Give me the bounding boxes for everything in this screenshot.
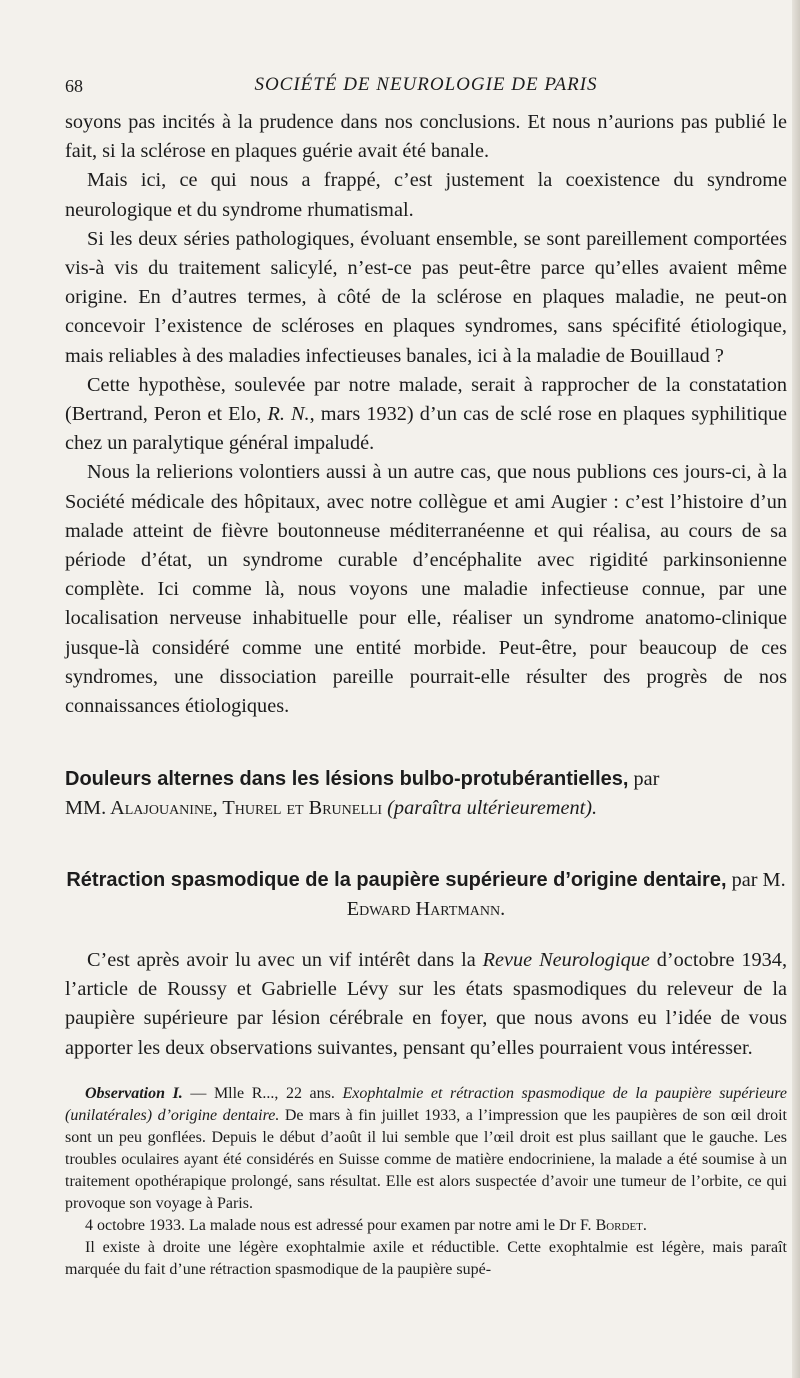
journal-name: Revue Neurologique [482,949,650,972]
paragraph [65,1083,787,1215]
text-span: C’est après avoir lu avec un vif intérêt dans la [87,949,483,972]
text-span: d’octobre 1934, l’article de Roussy et Gabrielle Lévy sur les états spasmodiques du releveur de la paupière supérieure par lésion cérébrale en foyer, que nous avons eu l’idée de vous apporter les deux observations suivantes, pensant qu’elles pourraient vous intéresser. [65,949,788,1059]
intro-section [65,108,787,721]
page-edge-shadow [792,0,800,1378]
observation-title-end: d’origine dentaire. [157,1106,280,1124]
text-span: par [628,768,660,791]
paragraph [65,371,787,459]
page-header [65,70,787,104]
observation-label: Observation I. [85,1084,183,1102]
doctor-name: Bordet. [595,1216,647,1234]
patient: Mlle R..., 22 ans. [213,1084,335,1102]
section-title: Douleurs alternes dans les lésions bulbo-protubérantielles, [65,768,629,791]
text-span: Cette hypothèse, soulevée par notre malade, serait à rapprocher de la constatation (Bertrand, Peron et Elo, [65,373,787,426]
running-title: SOCIÉTÉ DE NEUROLOGIE DE PARIS [254,74,598,95]
paragraph: Il existe à droite une légère exophtalmie axile et réductible. Cette exophtalmie est légère, mais paraît marquée du fait d’une rétraction spasmodique de la paupière supé- [65,1238,787,1278]
page [65,70,787,1281]
text-span: De mars à fin juillet 1933, a l’impression que les paupières de son œil droit sont un peu gonflées. Depuis le début d’août il lui semble que l’œil droit est plus saillant que le gauche. Les troubles oculaires ayant été considérés en Suisse comme de matière endocriniene, la malade a été soumise à un traitement opothérapique prolongé, sans résultat. Elle est alors suspectée d’avoir une tumeur de l’orbite, ce qui provoque son voyage à Paris. [65,1106,788,1212]
paragraph: Si les deux séries pathologiques, évoluant ensemble, se sont pareillement comportées vis-à vis du traitement salicylé, n’est-ce pas peut-être parce qu’elles avaient même origine. En d’autres termes, à côté de la sclérose en plaques maladie, ne peut-on concevoir l’existence de scléroses en plaques syndromes, sans spécifité étiologique, mais reliables à des maladies infectieuses banales, ici à la maladie de Bouillaud ? [65,227,787,367]
paragraph: Nous la relierions volontiers aussi à un autre cas, que nous publions ces jours-ci, à la Société médicale des hôpitaux, avec notre collègue et ami Augier : c’est l’histoire d’un malade atteint de fièvre boutonneuse méditerranéenne et qui réalisa, au cours de sa période d’état, un syndrome curable d’encéphalite avec rigidité parkinsonienne complète. Ici comme là, nous voyons une maladie infectieuse connue, par une localisation nerveuse inhabituelle pour elle, réaliser un syndrome anatomo-clinique jusque-là considéré comme une entité morbide. Peut-être, pour beaucoup de ces syndromes, une dissociation pareille pourrait-elle résulter des progrès de nos connaissances étiologiques. [65,461,787,718]
paragraph [65,946,787,1063]
author: Edward Hartmann. [346,897,506,920]
publication-note: (paraîtra ultérieurement). [387,797,598,820]
journal-ref: R. N. [267,403,310,426]
section-heading-retraction [65,866,787,924]
text-span: , mars 1932) d’un cas de sclé rose en plaques syphilitique chez un paralytique général impaludé. [65,403,787,455]
text-span: 4 octobre 1933. La malade nous est adressé pour examen par notre ami le Dr F. [85,1216,596,1234]
paragraph: soyons pas incités à la prudence dans nos conclusions. Et nous n’aurions pas publié le fait, si la sclérose en plaques guérie avait été banale. [65,111,787,163]
article-body [65,946,787,1063]
paragraph [65,1215,787,1237]
paragraph: Mais ici, ce qui nous a frappé, c’est justement la coexistence du syndrome neurologique et du syndrome rhumatismal. [65,169,787,221]
observation-subtitle: (unilatérales) [65,1106,158,1124]
text-span: — [182,1084,214,1102]
section-title: Rétraction spasmodique de la paupière supérieure d’origine dentaire, [66,868,727,891]
observation-block [65,1083,787,1281]
authors: MM. Alajouanine, Thurel et Brunelli [65,797,383,820]
text-span: par M. [726,868,786,891]
page-number: 68 [65,76,83,96]
section-heading-douleurs [65,765,787,823]
observation-title: Exophtalmie et rétraction spasmodique de la paupière supérieure [342,1084,788,1102]
